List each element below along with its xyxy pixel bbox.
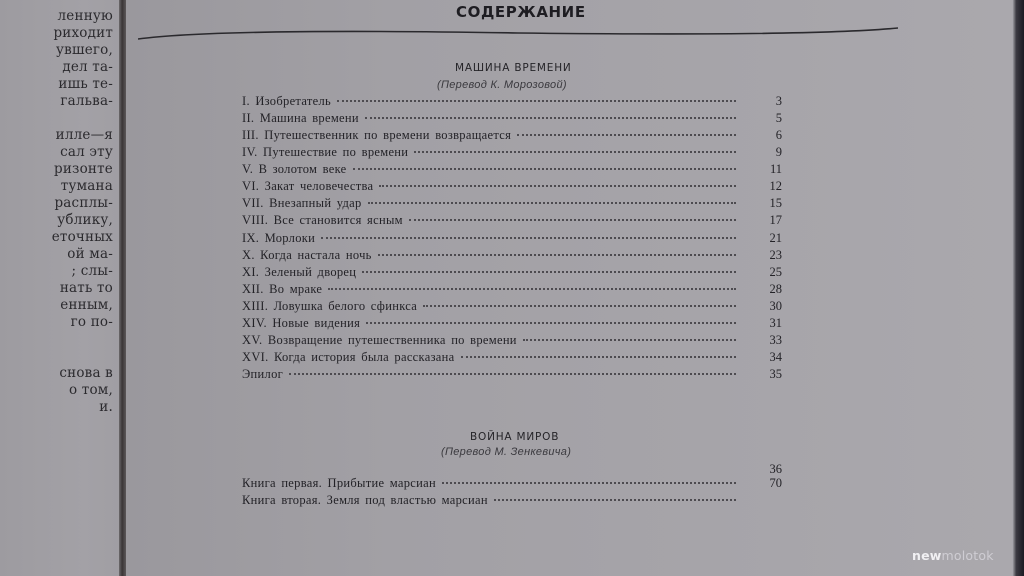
toc-entry[interactable]	[242, 367, 782, 384]
left-page	[0, 0, 121, 576]
toc-entry[interactable]	[242, 350, 782, 367]
left-page-line: тумана	[60, 178, 113, 194]
dot-leader	[517, 133, 736, 136]
toc-page-number: 15	[769, 196, 782, 210]
toc-entry[interactable]	[242, 248, 782, 265]
dot-leader	[494, 498, 736, 501]
toc-entry[interactable]	[242, 111, 782, 128]
toc-entry[interactable]	[242, 128, 782, 145]
left-page-line: гальва-	[60, 93, 113, 109]
left-page-line: риходит	[53, 25, 113, 41]
toc-entry[interactable]	[242, 231, 782, 248]
dot-leader	[442, 481, 736, 484]
section-title: ВОЙНА МИРОВ	[470, 431, 560, 443]
toc-entry-title: Книга первая. Прибытие марсиан	[242, 476, 436, 490]
section-page-number: 36	[769, 462, 782, 476]
dot-leader	[365, 116, 736, 119]
toc-entry[interactable]	[242, 299, 782, 316]
left-page-line: ублику,	[57, 212, 113, 228]
left-page-line: еточных	[51, 229, 113, 245]
toc-entry-title: XIII. Ловушка белого сфинкса	[242, 299, 418, 313]
section-translator: (Перевод М. Зенкевича)	[441, 446, 572, 458]
left-page-line: и.	[99, 399, 113, 415]
left-page-line: ишь те-	[58, 76, 113, 92]
toc-entry-title: Эпилог	[242, 367, 284, 381]
toc-entry[interactable]	[242, 476, 782, 493]
toc-page-number: 21	[769, 231, 782, 245]
left-page-line: ; слы-	[71, 263, 113, 279]
dot-leader	[409, 218, 736, 221]
dot-leader	[378, 253, 736, 256]
toc-entry-title: XIV. Новые видения	[242, 316, 361, 330]
toc-page-number: 25	[769, 265, 782, 279]
left-page-line: сал эту	[60, 144, 113, 160]
toc-page-number: 23	[769, 248, 782, 262]
dot-leader	[366, 321, 736, 324]
heading-rule	[138, 24, 898, 44]
toc-entry[interactable]	[242, 333, 782, 350]
toc-page-number: 17	[769, 213, 782, 227]
dot-leader	[368, 201, 736, 204]
toc-entry[interactable]	[242, 94, 782, 111]
dot-leader	[523, 338, 736, 341]
toc-entry-title: X. Когда настала ночь	[242, 248, 372, 262]
page-edge-shadow	[1012, 0, 1024, 576]
toc-entry[interactable]	[242, 213, 782, 230]
toc-entry-title: VI. Закат человечества	[242, 179, 374, 193]
toc-entry[interactable]	[242, 316, 782, 333]
left-page-line: енным,	[60, 297, 113, 313]
watermark-light: molotok	[941, 548, 994, 563]
toc-entry[interactable]	[242, 162, 782, 179]
toc-entry-title: Книга вторая. Земля под властью марсиан	[242, 493, 488, 507]
toc-entry-title: III. Путешественник по времени возвращается	[242, 128, 512, 142]
toc-entry[interactable]	[242, 493, 782, 510]
toc-entry-title: XVI. Когда история была рассказана	[242, 350, 455, 364]
dot-leader	[321, 236, 736, 239]
toc-page-number: 28	[769, 282, 782, 296]
section-translator: (Перевод К. Морозовой)	[437, 79, 567, 91]
toc-page-number: 35	[769, 367, 782, 381]
toc-entry-title: XV. Возвращение путешественника по времени	[242, 333, 517, 347]
left-page-line: расплы-	[54, 195, 113, 211]
toc-page-number: 12	[769, 179, 782, 193]
toc-page-number: 34	[769, 350, 782, 364]
dot-leader	[353, 167, 736, 170]
toc-page-number: 30	[769, 299, 782, 313]
watermark-logo	[912, 548, 994, 563]
book-gutter	[119, 0, 126, 576]
left-page-line: снова в	[59, 365, 113, 381]
dot-leader	[423, 304, 736, 307]
toc-entry[interactable]	[242, 145, 782, 162]
watermark-bold: new	[912, 548, 942, 563]
dot-leader	[379, 184, 736, 187]
toc-entry[interactable]	[242, 196, 782, 213]
toc-entry-title: V. В золотом веке	[242, 162, 347, 176]
toc-entry-title: I. Изобретатель	[242, 94, 332, 108]
toc-entry-title: VIII. Все становится ясным	[242, 213, 403, 227]
section-title: МАШИНА ВРЕМЕНИ	[455, 62, 572, 74]
dot-leader	[362, 270, 736, 273]
toc-page-number: 31	[769, 316, 782, 330]
left-page-line: го по-	[70, 314, 113, 330]
dot-leader	[461, 355, 737, 358]
left-page-line: дел та-	[62, 59, 113, 75]
toc-entry[interactable]	[242, 179, 782, 196]
contents-heading: СОДЕРЖАНИЕ	[456, 3, 586, 21]
left-page-line: ой ма-	[67, 246, 113, 262]
toc-page-number: 6	[775, 128, 782, 142]
toc-entry-title: IV. Путешествие по времени	[242, 145, 409, 159]
toc-page-number: 3	[775, 94, 782, 108]
toc-entry[interactable]	[242, 265, 782, 282]
dot-leader	[289, 372, 736, 375]
toc-page-number: 11	[769, 162, 782, 176]
toc-entry-title: XI. Зеленый дворец	[242, 265, 357, 279]
toc-entry[interactable]	[242, 282, 782, 299]
toc-entry-title: II. Машина времени	[242, 111, 359, 125]
toc-page-number: 5	[775, 111, 782, 125]
left-page-line: ленную	[57, 8, 113, 24]
toc-page-number: 70	[769, 476, 782, 490]
left-page-line: илле—я	[55, 127, 113, 143]
left-page-line: увшего,	[56, 42, 113, 58]
left-page-line: ризонте	[54, 161, 113, 177]
toc-entry-title: VII. Внезапный удар	[242, 196, 362, 210]
toc-page-number: 33	[769, 333, 782, 347]
left-page-line: нать то	[59, 280, 113, 296]
dot-leader	[328, 287, 736, 290]
toc-page-number: 9	[775, 145, 782, 159]
left-page-line: о том,	[68, 382, 113, 398]
dot-leader	[337, 99, 736, 102]
toc-entry-title: IX. Морлоки	[242, 231, 316, 245]
dot-leader	[414, 150, 736, 153]
toc-entry-title: XII. Во мраке	[242, 282, 323, 296]
